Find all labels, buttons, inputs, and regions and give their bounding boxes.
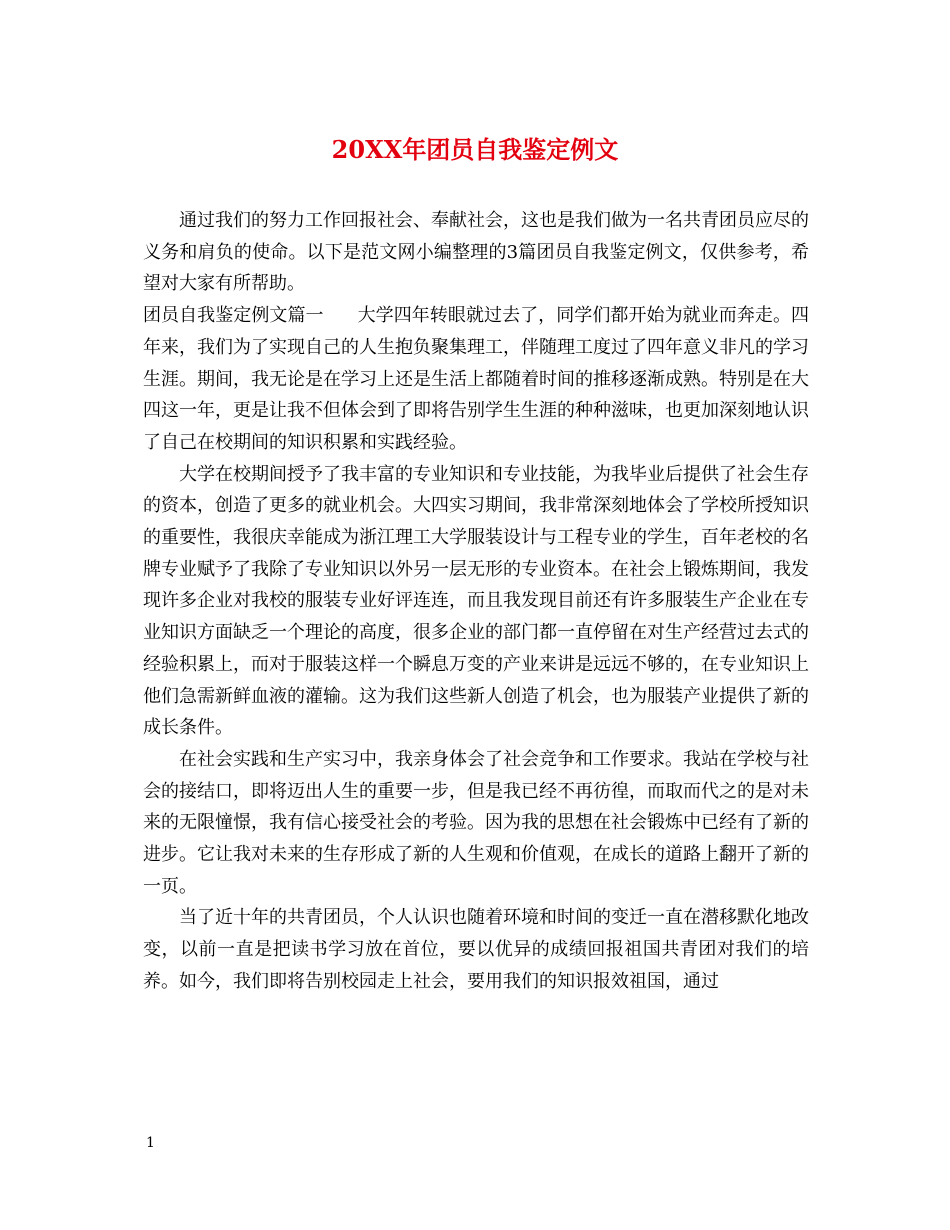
section-heading: 团员自我鉴定例文篇一	[143, 305, 324, 327]
body-paragraph-3: 在社会实践和生产实习中，我亲身体会了社会竞争和工作要求。我站在学校与社会的接结口，即将迈出人生的重要一步，但是我已经不再彷徨，而取而代之的是对未来的无限憧憬，我有信心接受社会的考验。因为我的思想在社会锻炼中已经有了新的进步。它让我对未来的生存形成了新的人生观和价值观，在成长的道路上翻开了新的一页。	[143, 748, 809, 897]
document-body	[143, 205, 809, 998]
section-one-paragraph	[143, 300, 809, 459]
document-title: 20XX年团员自我鉴定例文	[331, 135, 619, 164]
body-paragraph-4: 当了近十年的共青团员，个人认识也随着环境和时间的变迁一直在潜移默化地改变，以前一直是把读书学习放在首位，要以优异的成绩回报祖国共青团对我们的培养。如今，我们即将告别校园走上社会，要用我们的知识报效祖国，通过	[143, 907, 809, 992]
intro-paragraph: 通过我们的努力工作回报社会、奉献社会，这也是我们做为一名共青团员应尽的义务和肩负的使命。以下是范文网小编整理的3篇团员自我鉴定例文，仅供参考，希望对大家有所帮助。	[143, 210, 809, 295]
section-one-text: 大学四年转眼就过去了，同学们都开始为就业而奔走。四年来，我们为了实现自己的人生抱负聚集理工，伴随理工度过了四年意义非凡的学习生涯。期间，我无论是在学习上还是生活上都随着时间的推移逐渐成熟。特别是在大四这一年，更是让我不但体会到了即将告别学生生涯的种种滋味，也更加深刻地认识了自己在校期间的知识积累和实践经验。	[143, 305, 810, 453]
page-number: 1	[146, 1135, 155, 1151]
body-paragraph-2: 大学在校期间授予了我丰富的专业知识和专业技能，为我毕业后提供了社会生存的资本，创造了更多的就业机会。大四实习期间，我非常深刻地体会了学校所授知识的重要性，我很庆幸能成为浙江理工大学服装设计与工程专业的学生，百年老校的名牌专业赋予了我除了专业知识以外另一层无形的专业资本。在社会上锻炼期间，我发现许多企业对我校的服装专业好评连连，而且我发现目前还有许多服装生产企业在专业知识方面缺乏一个理论的高度，很多企业的部门都一直停留在对生产经营过去式的经验积累上，而对于服装这样一个瞬息万变的产业来讲是远远不够的，在专业知识上他们急需新鲜血液的灌输。这为我们这些新人创造了机会，也为服装产业提供了新的成长条件。	[143, 463, 809, 739]
